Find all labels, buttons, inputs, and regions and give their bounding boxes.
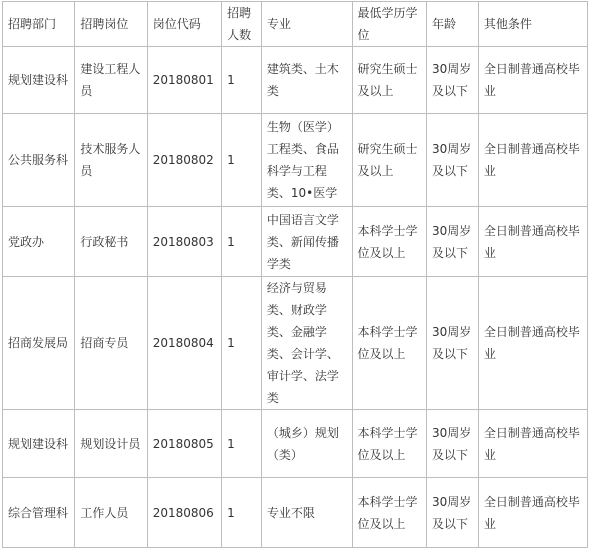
cell-dept: 招商发展局 [3,277,75,410]
cell-major: （城乡）规划（类） [261,410,352,478]
recruitment-table [2,1,588,548]
cell-other: 全日制普通高校毕业 [478,47,587,114]
header-cell-num: 招聘人数 [222,2,262,47]
header-cell-major: 专业 [261,2,352,47]
cell-code: 20180805 [147,410,221,478]
cell-other: 全日制普通高校毕业 [478,114,587,207]
header-cell-post: 招聘岗位 [75,2,147,47]
cell-major: 建筑类、土木类 [261,47,352,114]
cell-other: 全日制普通高校毕业 [478,410,587,478]
cell-post: 工作人员 [75,478,147,548]
cell-major: 生物（医学）工程类、食品科学与工程类、10•医学 [261,114,352,207]
header-cell-code: 岗位代码 [147,2,221,47]
cell-code: 20180804 [147,277,221,410]
cell-age: 30周岁及以下 [426,207,478,277]
cell-age: 30周岁及以下 [426,277,478,410]
cell-num: 1 [222,47,262,114]
cell-code: 20180801 [147,47,221,114]
table-header-row [3,2,588,47]
table-row [3,277,588,410]
header-cell-edu: 最低学历学位 [352,2,426,47]
table-row [3,410,588,478]
cell-age: 30周岁及以下 [426,478,478,548]
cell-other: 全日制普通高校毕业 [478,277,587,410]
cell-post: 建设工程人员 [75,47,147,114]
cell-num: 1 [222,277,262,410]
cell-other: 全日制普通高校毕业 [478,478,587,548]
table-row [3,114,588,207]
cell-code: 20180803 [147,207,221,277]
cell-age: 30周岁及以下 [426,47,478,114]
cell-edu: 研究生硕士及以上 [352,114,426,207]
cell-edu: 本科学士学位及以上 [352,478,426,548]
cell-code: 20180802 [147,114,221,207]
cell-code: 20180806 [147,478,221,548]
cell-num: 1 [222,114,262,207]
cell-major: 中国语言文学类、新闻传播学类 [261,207,352,277]
table-row [3,478,588,548]
cell-other: 全日制普通高校毕业 [478,207,587,277]
cell-edu: 本科学士学位及以上 [352,410,426,478]
cell-dept: 综合管理科 [3,478,75,548]
cell-post: 规划设计员 [75,410,147,478]
table-row [3,207,588,277]
cell-age: 30周岁及以下 [426,410,478,478]
cell-major: 经济与贸易类、财政学类、金融学类、会计学、审计学、法学类 [261,277,352,410]
cell-post: 招商专员 [75,277,147,410]
cell-dept: 公共服务科 [3,114,75,207]
cell-post: 行政秘书 [75,207,147,277]
cell-major: 专业不限 [261,478,352,548]
table-row [3,47,588,114]
cell-post: 技术服务人员 [75,114,147,207]
cell-num: 1 [222,207,262,277]
cell-dept: 规划建设科 [3,410,75,478]
header-cell-age: 年龄 [426,2,478,47]
cell-dept: 党政办 [3,207,75,277]
header-cell-other: 其他条件 [478,2,587,47]
cell-num: 1 [222,410,262,478]
cell-edu: 研究生硕士及以上 [352,47,426,114]
header-cell-dept: 招聘部门 [3,2,75,47]
cell-edu: 本科学士学位及以上 [352,277,426,410]
cell-num: 1 [222,478,262,548]
cell-edu: 本科学士学位及以上 [352,207,426,277]
cell-dept: 规划建设科 [3,47,75,114]
cell-age: 30周岁及以下 [426,114,478,207]
